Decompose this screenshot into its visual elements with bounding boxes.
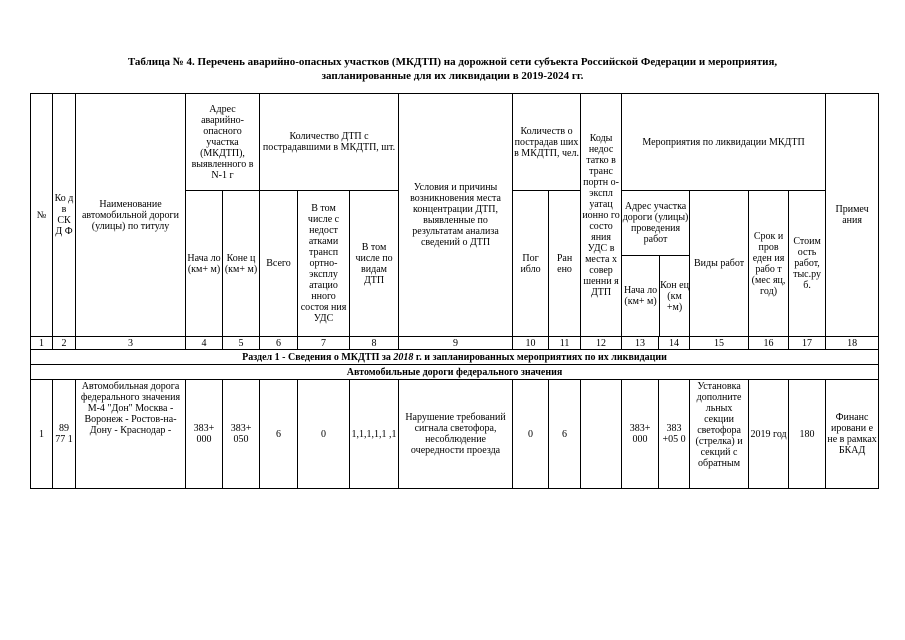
column-number: 12 [581, 337, 622, 350]
header-injured: Ран ено [549, 191, 581, 337]
column-number: 3 [76, 337, 186, 350]
column-number: 10 [513, 337, 549, 350]
table-title [30, 55, 875, 83]
section-year: 2018 [393, 351, 414, 363]
section-title [31, 350, 879, 365]
section-title-after: г. и запланированных мероприятиях по их ликвидации [413, 351, 667, 363]
table-title-line1: Таблица № 4. Перечень аварийно-опасных участков (МКДТП) на дорожной сети субъекта Российской Федерации и мероприятия, [127, 56, 778, 68]
column-number: 1 [31, 337, 53, 350]
cell-conditions: Нарушение требований сигнала светофора, несоблюдение очередности проезда [399, 380, 513, 489]
header-killed: Пог ибло [513, 191, 549, 337]
cell-injured: 6 [549, 380, 581, 489]
cell-total: 6 [260, 380, 298, 489]
header-victims: Количеств о пострадав ших в МКДТП, чел. [513, 94, 581, 191]
column-number: 7 [298, 337, 350, 350]
mkdtp-table [30, 93, 879, 489]
header-work-types: Виды работ [690, 191, 749, 337]
cell-udc: 0 [298, 380, 350, 489]
header-measures: Мероприятия по ликвидации МКДТП [622, 94, 826, 191]
header-kod: Ко д в СК Д Ф [53, 94, 76, 337]
cell-codes [581, 380, 622, 489]
section-row [31, 350, 879, 365]
cell-kod: 89 77 1 [53, 380, 76, 489]
header-conditions: Условия и причины возникновения места концентрации ДТП, выявленные по результатам анализа сведений о ДТП [399, 94, 513, 337]
column-number: 6 [260, 337, 298, 350]
column-number: 17 [789, 337, 826, 350]
column-number: 5 [223, 337, 260, 350]
cell-num: 1 [31, 380, 53, 489]
header-work-end: Кон ец (км +м) [660, 279, 689, 313]
column-number: 11 [549, 337, 581, 350]
header-num: № [31, 94, 53, 337]
column-number: 13 [622, 337, 659, 350]
table-title-line2: запланированные для их ликвидации в 2019-2024 гг. [321, 70, 584, 82]
column-number: 9 [399, 337, 513, 350]
section-title-before: Раздел 1 - Сведения о МКДТП за [242, 351, 394, 363]
table-row [31, 380, 879, 489]
column-number: 8 [350, 337, 399, 350]
cell-killed: 0 [513, 380, 549, 489]
header-start: Нача ло (км+ м) [186, 191, 223, 337]
header-total: Всего [260, 191, 298, 337]
column-number: 16 [749, 337, 789, 350]
header-road-name: Наименование автомобильной дороги (улицы) по титулу [76, 94, 186, 337]
cell-work-start: 383+ 000 [622, 380, 659, 489]
column-number: 15 [690, 337, 749, 350]
header-work-start: Нача ло (км+ м) [622, 256, 660, 336]
cell-work-types: Установка дополните льных секции светофора (стрелка) и секций с обратным [690, 380, 749, 489]
header-note: Примеч ания [826, 94, 879, 337]
header-by-type: В том числе по видам ДТП [350, 191, 399, 337]
header-address: Адрес аварийно-опасного участка (МКДТП), выявленного в N-1 г [186, 94, 260, 191]
column-number-row [31, 337, 879, 350]
cell-end: 383+ 050 [223, 380, 260, 489]
header-work-address: Адрес участка дороги (улицы) проведения работ [622, 191, 689, 256]
cell-work-end: 383 +05 0 [659, 380, 690, 489]
subsection-title: Автомобильные дороги федерального значения [31, 365, 879, 380]
header-dtp-count: Количество ДТП с пострадавшими в МКДТП, шт. [260, 94, 399, 191]
header-codes: Коды недос татко в транс портн о-экспл уатац ионно го состо яния УДС в места х совер шенни я ДТП [581, 94, 622, 337]
column-number: 4 [186, 337, 223, 350]
cell-note: Финанс ировани е не в рамках БКАД [826, 380, 879, 489]
cell-start: 383+ 000 [186, 380, 223, 489]
column-number: 14 [659, 337, 690, 350]
header-work-address-cell [622, 191, 690, 337]
cell-deadline: 2019 год [749, 380, 789, 489]
cell-cost: 180 [789, 380, 826, 489]
header-end: Коне ц (км+ м) [223, 191, 260, 337]
subsection-row [31, 365, 879, 380]
column-number: 2 [53, 337, 76, 350]
header-deadline: Срок и пров еден ия рабо т (мес яц, год) [749, 191, 789, 337]
header-row-1 [31, 94, 879, 191]
header-udc: В том числе с недост атками трансп ортно-эксплу атацио нного состоя ния УДС [298, 191, 350, 337]
cell-by-type: 1,1,1,1,1 ,1 [350, 380, 399, 489]
cell-road-name: Автомобильная дорога федерального значения М-4 "Дон" Москва - Воронеж - Ростов-на-Дону - Краснодар - [76, 380, 186, 489]
column-number: 18 [826, 337, 879, 350]
header-cost: Стоим ость работ, тыс.ру б. [789, 191, 826, 337]
